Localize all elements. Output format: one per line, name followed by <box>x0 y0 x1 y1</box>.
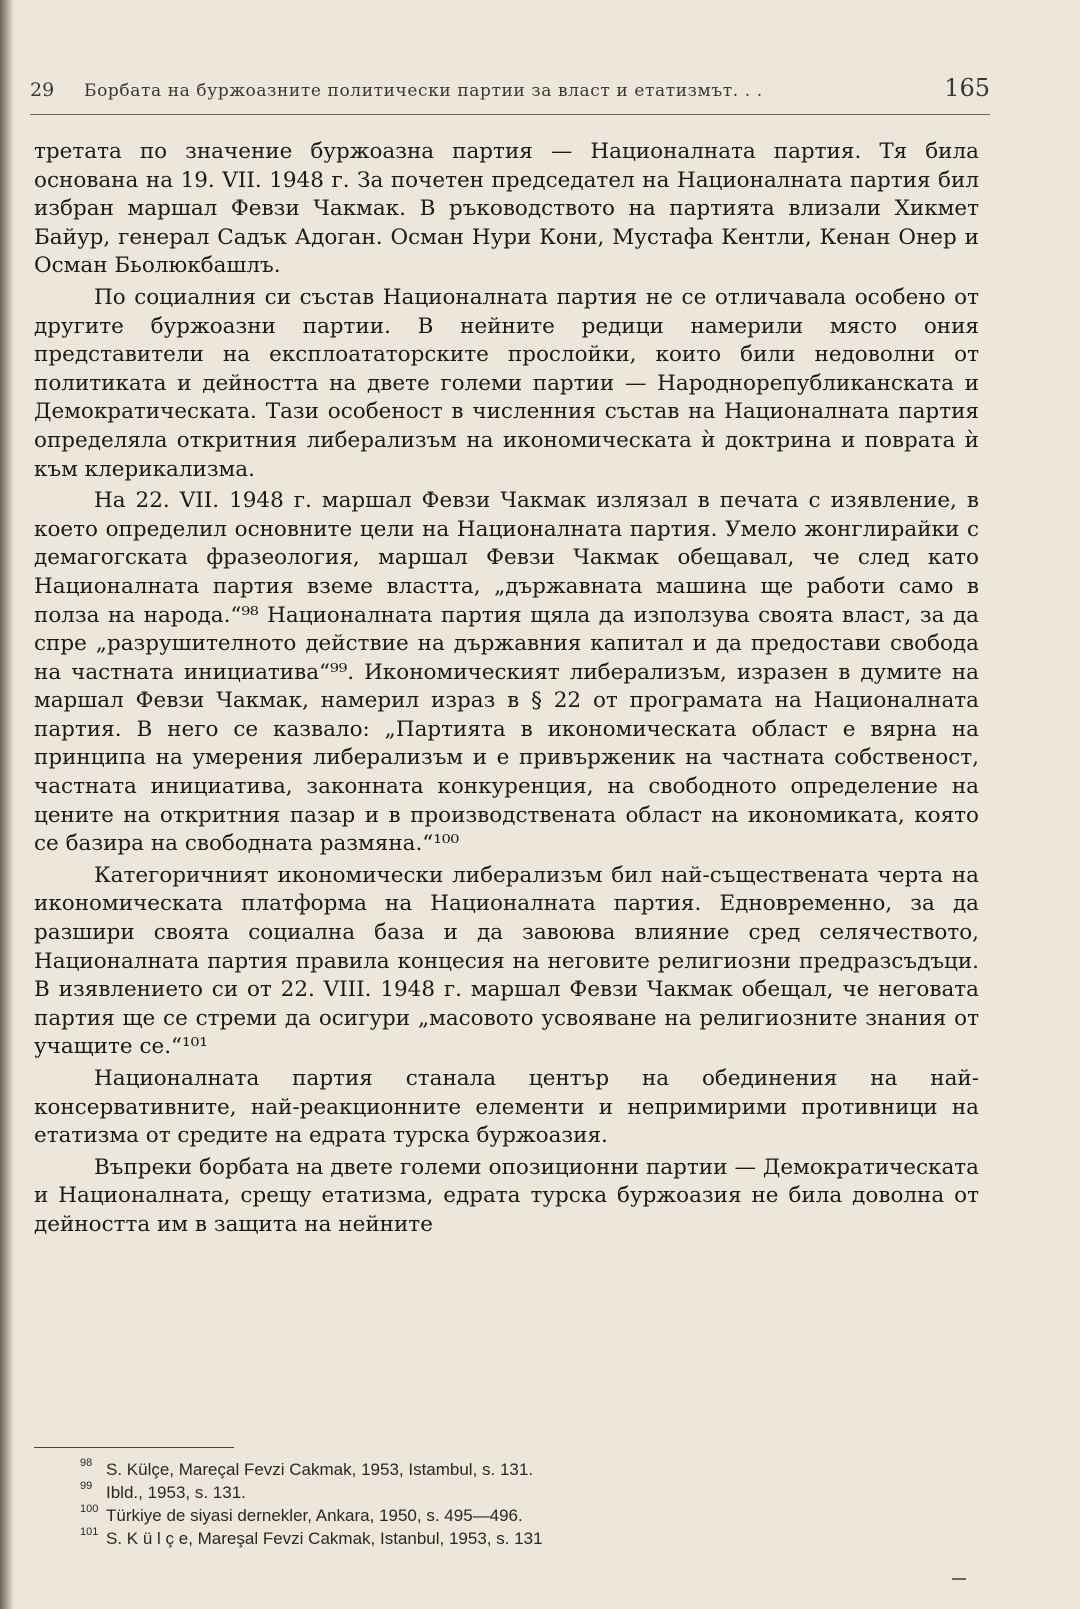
footnote-text: S. Külçe, Mareçal Fevzi Cakmak, 1953, Istambul, s. 131. <box>106 1460 534 1479</box>
paragraph-3: На 22. VII. 1948 г. маршал Февзи Чакмак излязал в печата с изявление, в което определил основните цели на Националната партия. Умело жонглирайки с демагогската фразеология, маршал Февзи Чакмак обещавал, че след като Националната партия вземе властта, „държавната машина ще работи само в полза на народа.“⁹⁸ Националната партия щяла да използува своята власт, за да спре „разрушителното действие на държавния капитал и да предостави свобода на частната инициатива“⁹⁹. Икономическият либерализъм, изразен в думите на маршал Февзи Чакмак, намерил израз в § 22 от програмата на Националната партия. В него се казвало: „Партията в икономическата област е вярна на принципа на умерения либерализъм и е привърженик на частната собственост, частната инициатива, законната конкуренция, на свободното определение на цените на откритния пазар и в производствената област на икономиката, която се базира на свободната размяна.“¹⁰⁰ <box>34 488 979 857</box>
page-number: 165 <box>944 74 990 102</box>
footnote-text: S. K ü l ç e, Mareşal Fevzi Cakmak, Istanbul, 1953, s. 131 <box>106 1529 543 1548</box>
footnote-item <box>80 1504 940 1527</box>
paragraph-2: По социалния си състав Националната партия не се отличавала особено от другите буржоазни партии. В нейните редици намерили място ония представители на експлоататорските прослойки, които били недоволни от политиката и дейността на двете големи партии — Народнорепубликанската и Демократическата. Тази особеност в численния състав на Националната партия определяла откритния либерализъм на икономическата ѝ доктрина и повратa ѝ към клерикализма. <box>34 284 979 482</box>
footnote-number: 100 <box>80 1503 99 1515</box>
footnote-text: Ibld., 1953, s. 131. <box>106 1483 246 1502</box>
footnote-divider <box>34 1447 234 1448</box>
footnote-number: 98 <box>80 1457 93 1469</box>
footnotes <box>80 1458 940 1550</box>
corner-mark <box>952 1578 966 1580</box>
footnote-item <box>80 1481 940 1504</box>
page-body <box>34 138 979 1243</box>
book-spine-shadow <box>0 0 14 1609</box>
paragraph-1: третата по значение буржоазна партия — Националната партия. Тя била основана на 19. VII. 1948 г. За почетен председател на Националната партия бил избран маршал Февзи Чакмак. В ръководството на партията влизали Хикмет Байур, генерал Садък Адоган. Осман Нури Кони, Мустафа Кентли, Кенан Онер и Осман Бьолюкбашлъ. <box>34 139 979 279</box>
header-divider <box>30 114 990 115</box>
paragraph-4: Категоричният икономически либерализъм бил най-съществената черта на икономическата платформа на Националната партия. Едновременно, за да разшири своята социална база и да завоюва влияние сред селячеството, Националната партия правила концесия на неговите религиозни предразсъдъци. В изявлението си от 22. VIII. 1948 г. маршал Февзи Чакмак обещал, че неговата партия ще се стреми да осигури „масовото усвояване на религиозните знания от учащите се.“¹⁰¹ <box>34 862 979 1060</box>
paragraph-5: Националната партия станала център на обединения на най-консервативните, най-реакционните елементи и непримирими противници на етатизма от средите на едрата турска буржоазия. <box>34 1066 979 1149</box>
left-page-marker: 29 <box>30 79 55 101</box>
paragraph-6: Въпреки борбата на двете големи опозиционни партии — Демократическата и Националната, срещу етатизма, едрата турска буржоазия не била доволна от дейността им в защита на нейните <box>34 1154 979 1237</box>
footnote-text: Türkiye de siyasi dernekler, Ankara, 1950, s. 495—496. <box>106 1506 523 1525</box>
footnote-number: 99 <box>80 1480 93 1492</box>
footnote-item <box>80 1527 940 1550</box>
running-title: Борбата на буржоазните политически партии за власт и етатизмът. . . <box>84 81 763 101</box>
footnote-number: 101 <box>80 1526 99 1538</box>
footnote-item <box>80 1458 940 1481</box>
running-header <box>30 74 990 114</box>
